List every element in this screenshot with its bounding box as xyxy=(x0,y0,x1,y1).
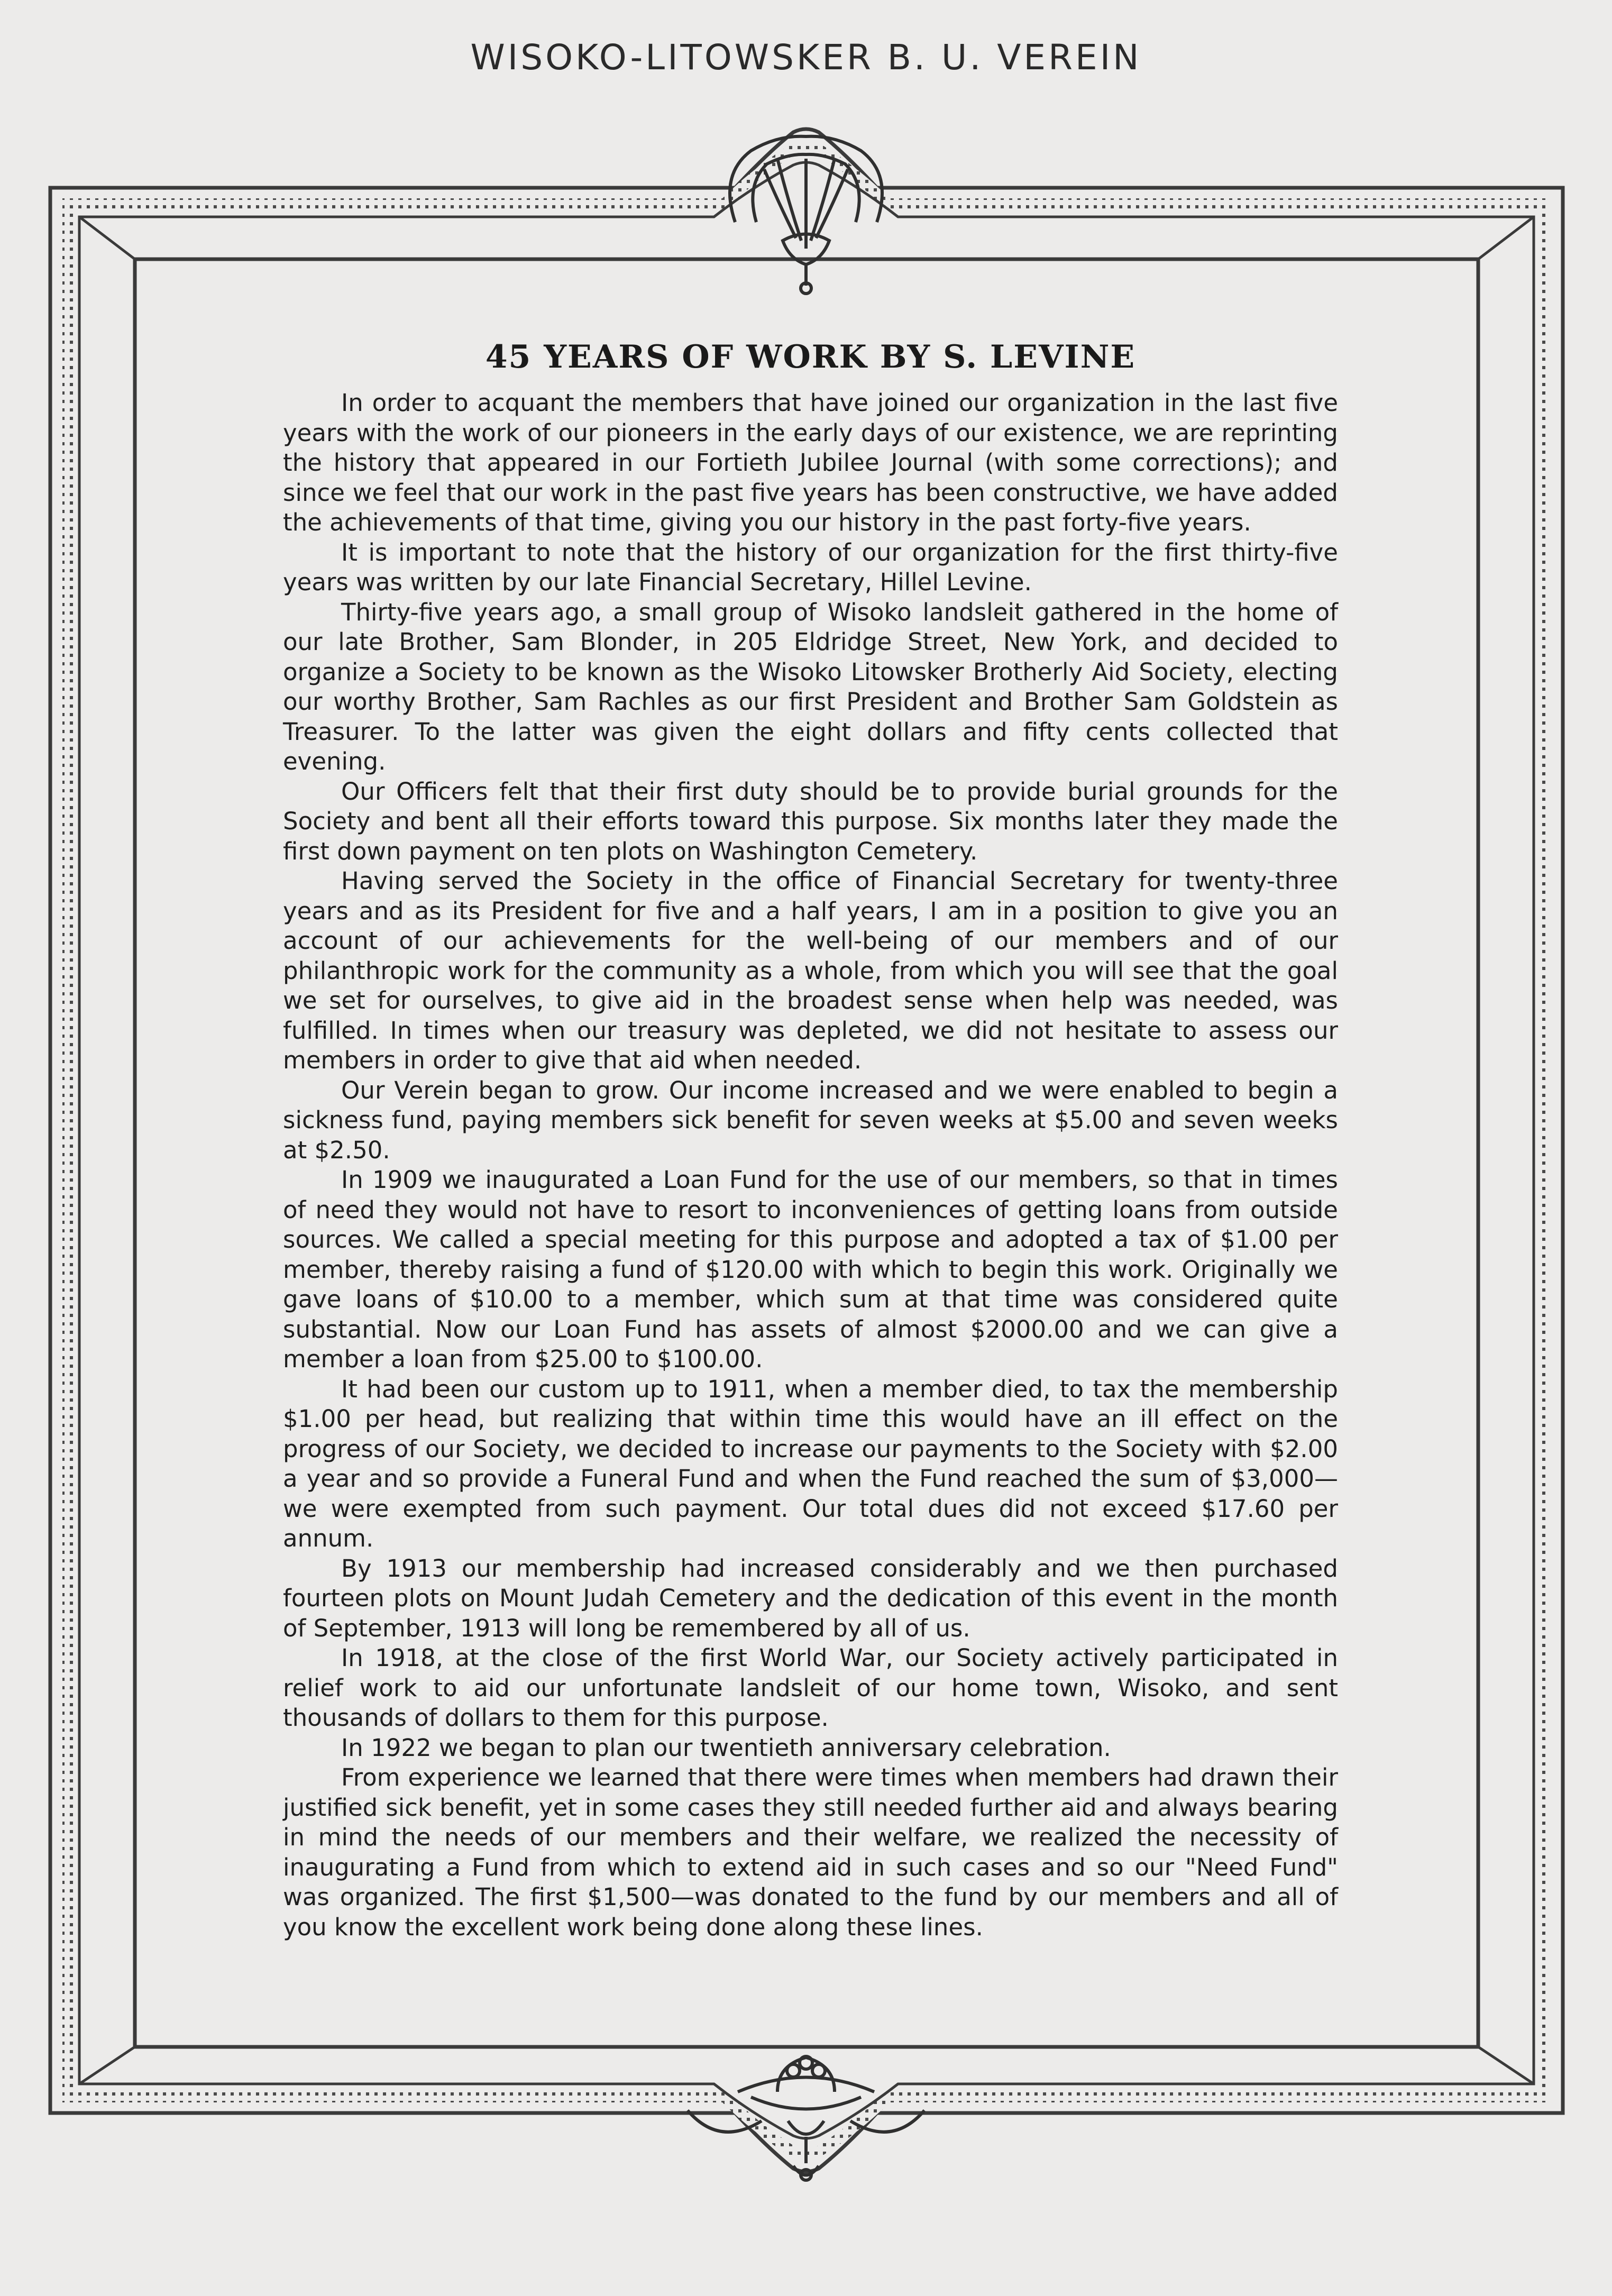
article-paragraph: In 1918, at the close of the first World War, our Society actively participated in relief work to aid our unfortunate landsleit of our home town, Wisoko, and sent thousands of dollars to them for this purpose. xyxy=(283,1644,1338,1732)
article-paragraph: From experience we learned that there were times when members had drawn their justified sick benefit, yet in some cases they still needed further aid and always bearing in mind the needs of our members and their welfare, we realized the necessity of inaugurating a Fund from which to extend aid in such cases and so our "Need Fund" was organized. The first $1,500—was donated to the fund by our members and all of you know the excellent work being done along these lines. xyxy=(283,1763,1338,1941)
article-paragraph: Our Officers felt that their first duty should be to provide burial grounds for the Society and bent all their efforts toward this purpose. Six months later they made the first down payment on ten plots on Washington Cemetery. xyxy=(283,777,1338,865)
article-paragraph: Thirty-five years ago, a small group of Wisoko landsleit gathered in the home of our late Brother, Sam Blonder, in 205 Eldridge Street, New York, and decided to organize a Society to be known as the Wisoko Litowsker Brotherly Aid Society, electing our worthy Brother, Sam Rachles as our first President and Brother Sam Goldstein as Treasurer. To the latter was given the eight dollars and fifty cents collected that evening. xyxy=(283,598,1338,775)
article-body xyxy=(283,339,1338,1942)
article-paragraph: By 1913 our membership had increased considerably and we then purchased fourteen plots on Mount Judah Cemetery and the dedication of this event in the month of September, 1913 will long be remembered by all of us. xyxy=(283,1554,1338,1642)
corner-connector xyxy=(79,217,135,259)
article-paragraph: Having served the Society in the office of Financial Secretary for twenty-three years and as its President for five and a half years, I am in a position to give you an account of our achievements for the well-being of our members and of our philanthropic work for the community as a whole, from which you will see that the goal we set for ourselves, to give aid in the broadest sense when help was needed, was fulfilled. In times when our treasury was depleted, we did not hesitate to assess our members in order to give that aid when needed. xyxy=(283,867,1338,1074)
article-paragraph: It is important to note that the history of our organization for the first thirty-five years was written by our late Financial Secretary, Hillel Levine. xyxy=(283,538,1338,596)
top-fan-ornament xyxy=(730,136,882,294)
article-paragraph: In 1922 we began to plan our twentieth anniversary celebration. xyxy=(341,1733,1111,1762)
article-paragraph: Our Verein began to grow. Our income increased and we were enabled to begin a sickness fund, paying members sick benefit for seven weeks at $5.00 and seven weeks at $2.50. xyxy=(283,1076,1338,1164)
corner-connector xyxy=(79,2047,135,2084)
corner-connector xyxy=(1478,2047,1534,2084)
article-paragraph: It had been our custom up to 1911, when a member died, to tax the membership $1.00 per head, but realizing that within time this would have an ill effect on the progress of our Society, we decided to increase our payments to the Society with $2.00 a year and so provide a Funeral Fund and when the Fund reached the sum of $3,000—we were exempted from such payment. Our total dues did not exceed $17.60 per annum. xyxy=(283,1375,1338,1552)
bottom-urn-ornament xyxy=(688,2056,924,2180)
article-paragraph: In order to acquant the members that have joined our organization in the last five years with the work of our pioneers in the early days of our existence, we are reprinting the history that appeared in our Fortieth Jubilee Journal (with some corrections); and since we feel that our work in the past five years has been constructive, we have added the achievements of that time, giving you our history in the past forty-five years. xyxy=(283,389,1338,536)
article-paragraph: In 1909 we inaugurated a Loan Fund for the use of our members, so that in times of need they would not have to resort to inconveniences of getting loans from outside sources. We called a special meeting for this purpose and adopted a tax of $1.00 per member, thereby raising a fund of $120.00 with which to begin this work. Originally we gave loans of $10.00 to a member, which sum at that time was considered quite substantial. Now our Loan Fund has assets of almost $2000.00 and we can give a member a loan from $25.00 to $100.00. xyxy=(283,1166,1338,1373)
corner-connector xyxy=(1478,217,1534,259)
article-title: 45 YEARS OF WORK BY S. LEVINE xyxy=(485,339,1136,376)
running-head: WISOKO-LITOWSKER B. U. VEREIN xyxy=(470,37,1142,78)
